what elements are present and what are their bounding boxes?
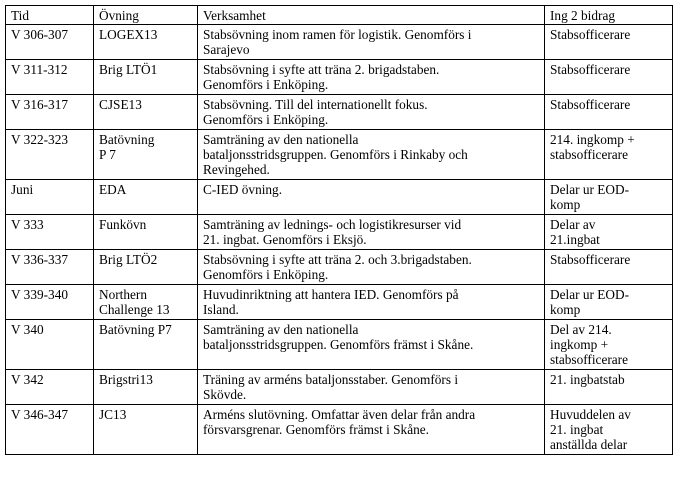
cell-text: Stabsofficerare — [550, 62, 631, 77]
cell-text: V 322-323 — [11, 132, 69, 147]
cell-tid — [6, 320, 94, 370]
cell-text: Brigstri13 — [99, 372, 153, 387]
cell-tid — [6, 285, 94, 320]
cell-text: Del av 214. — [550, 322, 612, 337]
cell-text: LOGEX13 — [99, 27, 158, 42]
cell-text: V 346-347 — [11, 407, 69, 422]
cell-text: Delar ur EOD- — [550, 182, 630, 197]
table-row — [6, 320, 673, 370]
table-body — [6, 25, 673, 455]
cell-ovning — [94, 250, 198, 285]
cell-text: Stabsövning inom ramen för logistik. Genomförs i — [203, 27, 472, 42]
cell-bidrag — [545, 95, 673, 130]
cell-tid — [6, 95, 94, 130]
table-row — [6, 25, 673, 60]
cell-ovning — [94, 130, 198, 180]
cell-text: anställda delar — [550, 437, 628, 452]
cell-text: Northern — [99, 287, 147, 302]
cell-text: stabsofficerare — [550, 352, 629, 367]
cell-ovning — [94, 320, 198, 370]
cell-text: Skövde. — [203, 387, 247, 402]
cell-text: Arméns slutövning. Omfattar även delar från andra — [203, 407, 476, 422]
cell-verksamhet — [198, 285, 545, 320]
cell-tid — [6, 405, 94, 455]
cell-text: Stabsövning i syfte att träna 2. och 3.brigadstaben. — [203, 252, 472, 267]
cell-text: P 7 — [99, 147, 116, 162]
cell-text: försvarsgrenar. Genomförs främst i Skåne. — [203, 422, 429, 437]
cell-bidrag — [545, 405, 673, 455]
cell-bidrag — [545, 180, 673, 215]
cell-text: Stabsofficerare — [550, 97, 631, 112]
cell-bidrag — [545, 25, 673, 60]
table-row — [6, 215, 673, 250]
cell-text: Huvudinriktning att hantera IED. Genomförs på — [203, 287, 459, 302]
table-row — [6, 370, 673, 405]
cell-text: EDA — [99, 182, 127, 197]
cell-text: Challenge 13 — [99, 302, 170, 317]
cell-text: V 333 — [11, 217, 44, 232]
cell-text: 21. ingbat — [550, 422, 604, 437]
cell-tid — [6, 215, 94, 250]
cell-bidrag — [545, 130, 673, 180]
cell-verksamhet — [198, 370, 545, 405]
table-row — [6, 180, 673, 215]
cell-verksamhet — [198, 250, 545, 285]
cell-ovning — [94, 405, 198, 455]
cell-text: stabsofficerare — [550, 147, 629, 162]
cell-text: Juni — [11, 182, 34, 197]
exercise-table — [5, 5, 673, 455]
cell-text: Samträning av den nationella — [203, 132, 359, 147]
cell-text: Genomförs i Enköping. — [203, 267, 329, 282]
header-ovning: Övning — [94, 6, 198, 25]
cell-text: CJSE13 — [99, 97, 142, 112]
cell-bidrag — [545, 370, 673, 405]
cell-text: V 339-340 — [11, 287, 69, 302]
cell-ovning — [94, 215, 198, 250]
cell-bidrag — [545, 250, 673, 285]
cell-tid — [6, 250, 94, 285]
cell-bidrag — [545, 285, 673, 320]
cell-verksamhet — [198, 25, 545, 60]
cell-text: Stabsofficerare — [550, 252, 631, 267]
cell-text: 214. ingkomp + — [550, 132, 635, 147]
cell-text: bataljonsstridsgruppen. Genomförs främst i Skåne. — [203, 337, 474, 352]
cell-ovning — [94, 285, 198, 320]
cell-text: Genomförs i Enköping. — [203, 112, 329, 127]
header-tid: Tid — [6, 6, 94, 25]
cell-text: ingkomp + — [550, 337, 609, 352]
cell-text: Träning av arméns bataljonsstaber. Genomförs i — [203, 372, 459, 387]
cell-text: C-IED övning. — [203, 182, 283, 197]
cell-tid — [6, 180, 94, 215]
cell-text: komp — [550, 302, 581, 317]
cell-text: Island. — [203, 302, 239, 317]
cell-verksamhet — [198, 320, 545, 370]
cell-text: Delar av — [550, 217, 596, 232]
header-verksamhet: Verksamhet — [198, 6, 545, 25]
cell-text: Genomförs i Enköping. — [203, 77, 329, 92]
cell-text: V 316-317 — [11, 97, 69, 112]
cell-text: Batövning P7 — [99, 322, 172, 337]
cell-text: V 336-337 — [11, 252, 69, 267]
cell-text: V 342 — [11, 372, 44, 387]
cell-text: 21. ingbatstab — [550, 372, 625, 387]
cell-text: Brig LTÖ1 — [99, 62, 158, 77]
cell-text: V 340 — [11, 322, 44, 337]
cell-text: Revingehed. — [203, 162, 270, 177]
cell-verksamhet — [198, 180, 545, 215]
table-row — [6, 60, 673, 95]
cell-text: Samträning av lednings- och logistikresurser vid — [203, 217, 462, 232]
cell-text: komp — [550, 197, 581, 212]
table-row — [6, 250, 673, 285]
cell-bidrag — [545, 320, 673, 370]
cell-verksamhet — [198, 95, 545, 130]
cell-ovning — [94, 60, 198, 95]
cell-verksamhet — [198, 60, 545, 95]
cell-text: Sarajevo — [203, 42, 250, 57]
cell-text: Brig LTÖ2 — [99, 252, 158, 267]
cell-text: Samträning av den nationella — [203, 322, 359, 337]
cell-text: Stabsövning. Till del internationellt fokus. — [203, 97, 428, 112]
cell-ovning — [94, 25, 198, 60]
cell-tid — [6, 130, 94, 180]
cell-verksamhet — [198, 130, 545, 180]
cell-text: V 311-312 — [11, 62, 68, 77]
cell-verksamhet — [198, 215, 545, 250]
cell-text: Stabsofficerare — [550, 27, 631, 42]
cell-bidrag — [545, 60, 673, 95]
cell-text: 21. ingbat. Genomförs i Eksjö. — [203, 232, 367, 247]
cell-tid — [6, 25, 94, 60]
header-ing2-bidrag: Ing 2 bidrag — [545, 6, 673, 25]
table-row — [6, 285, 673, 320]
cell-ovning — [94, 180, 198, 215]
cell-ovning — [94, 95, 198, 130]
cell-bidrag — [545, 215, 673, 250]
cell-text: V 306-307 — [11, 27, 69, 42]
table-row — [6, 130, 673, 180]
cell-text: Funkövn — [99, 217, 147, 232]
cell-text: Huvuddelen av — [550, 407, 631, 422]
cell-text: 21.ingbat — [550, 232, 600, 247]
table-row — [6, 95, 673, 130]
cell-tid — [6, 370, 94, 405]
cell-tid — [6, 60, 94, 95]
cell-text: Delar ur EOD- — [550, 287, 630, 302]
cell-text: JC13 — [99, 407, 127, 422]
cell-verksamhet — [198, 405, 545, 455]
cell-text: bataljonsstridsgruppen. Genomförs i Rinkaby och — [203, 147, 468, 162]
cell-ovning — [94, 370, 198, 405]
cell-text: Stabsövning i syfte att träna 2. brigadstaben. — [203, 62, 440, 77]
header-row — [6, 6, 673, 25]
cell-text: Batövning — [99, 132, 155, 147]
table-row — [6, 405, 673, 455]
